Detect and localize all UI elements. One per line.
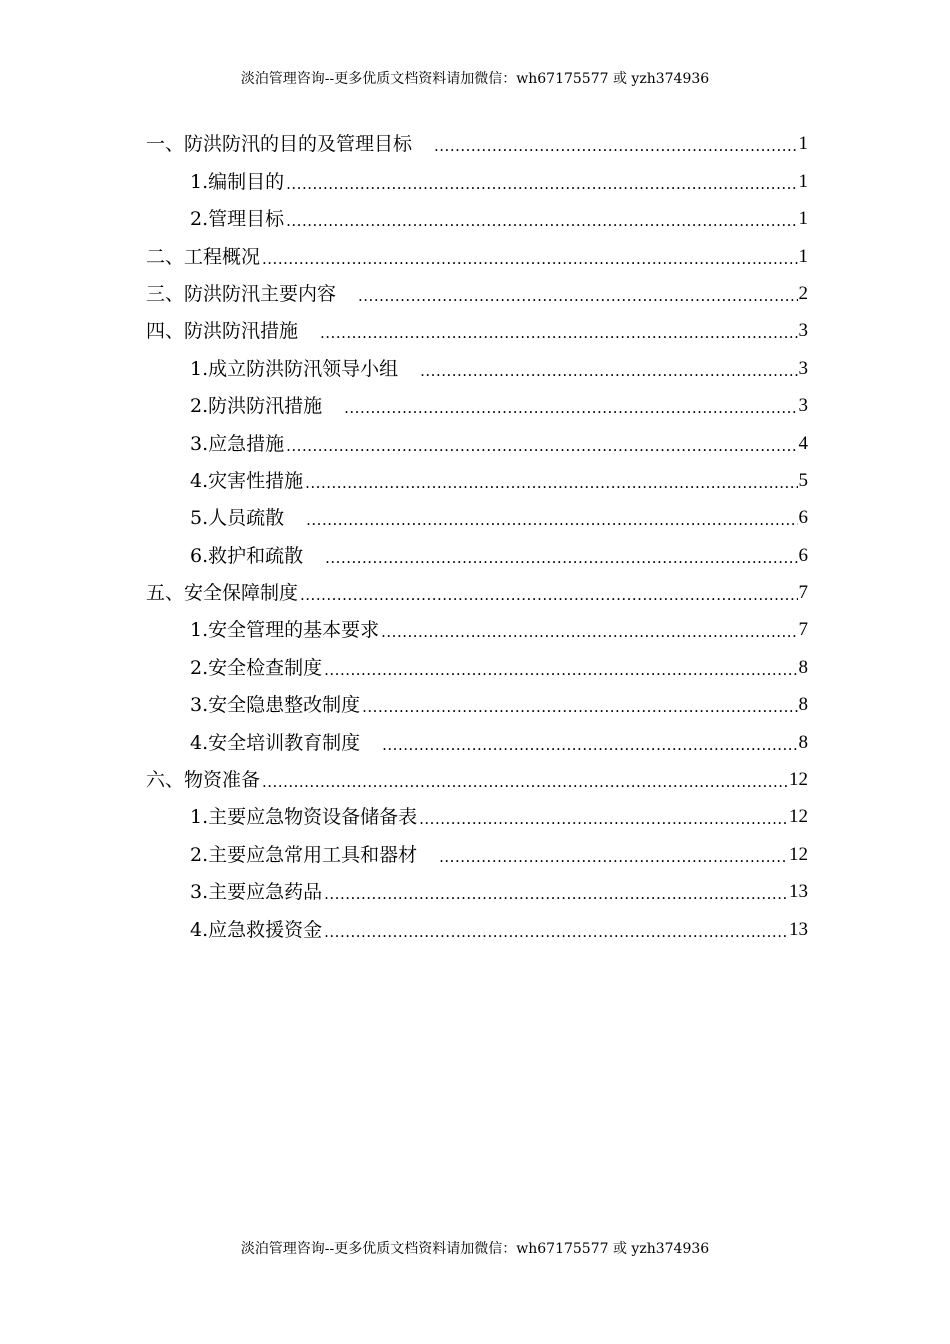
toc-entry-title: 2.管理目标 [190, 208, 285, 231]
toc-leader-dots [439, 848, 788, 866]
toc-entry-page: 7 [798, 619, 808, 641]
toc-entry[interactable] [146, 754, 808, 791]
toc-leader-dots [381, 623, 797, 641]
toc-entry[interactable] [146, 118, 808, 155]
toc-entry-title: 四、防洪防汛措施 [146, 320, 299, 343]
toc-entry-title: 3.主要应急药品 [190, 881, 323, 904]
toc-entry[interactable] [146, 380, 808, 417]
toc-entry-page: 3 [798, 320, 808, 342]
toc-leader-dots [306, 511, 797, 529]
toc-entry-title: 2.主要应急常用工具和器材 [190, 843, 418, 866]
toc-entry[interactable] [146, 155, 808, 192]
toc-leader-dots [324, 885, 788, 903]
toc-leader-dots [305, 474, 797, 492]
toc-entry-page: 3 [798, 357, 808, 379]
toc-entry-page: 3 [798, 395, 808, 417]
toc-entry-page: 2 [798, 282, 808, 304]
toc-entry-page: 1 [798, 170, 808, 192]
toc-leader-dots [420, 362, 797, 380]
toc-entry-page: 5 [798, 469, 808, 491]
toc-entry-page: 1 [798, 245, 808, 267]
toc-entry-title: 三、防洪防汛主要内容 [146, 282, 337, 305]
toc-entry-title: 六、物资准备 [146, 769, 261, 792]
toc-entry-title: 2.安全检查制度 [190, 656, 323, 679]
toc-entry-page: 4 [798, 432, 808, 454]
toc-leader-dots [320, 324, 797, 342]
toc-entry-page: 6 [798, 544, 808, 566]
toc-entry-title: 4.安全培训教育制度 [190, 731, 361, 754]
toc-entry-title: 2.防洪防汛措施 [190, 395, 323, 418]
toc-entry-title: 3.安全隐患整改制度 [190, 694, 361, 717]
toc-entry-title: 1.安全管理的基本要求 [190, 619, 380, 642]
toc-entry-page: 1 [798, 133, 808, 155]
toc-entry-page: 1 [798, 208, 808, 230]
toc-entry[interactable] [146, 268, 808, 305]
toc-entry[interactable] [146, 230, 808, 267]
toc-entry[interactable] [146, 716, 808, 753]
toc-entry-title: 1.成立防洪防汛领导小组 [190, 357, 399, 380]
toc-entry-page: 12 [789, 769, 808, 791]
page-footer: 淡泊管理咨询--更多优质文档资料请加微信：wh67175577 或 yzh374936 [240, 1241, 710, 1257]
toc-leader-dots [324, 923, 788, 941]
toc-entry[interactable] [146, 679, 808, 716]
toc-entry[interactable] [146, 903, 808, 940]
toc-leader-dots [262, 773, 788, 791]
toc-leader-dots [286, 437, 797, 455]
toc-entry[interactable] [146, 193, 808, 230]
toc-entry-page: 12 [789, 806, 808, 828]
toc-leader-dots [358, 287, 797, 305]
toc-entry-title: 5.人员疏散 [190, 507, 285, 530]
toc-entry-page: 13 [789, 881, 808, 903]
toc-entry[interactable] [146, 492, 808, 529]
toc-entry-page: 7 [798, 582, 808, 604]
toc-entry[interactable] [146, 604, 808, 641]
toc-leader-dots [286, 212, 797, 230]
toc-entry-title: 4.应急救援资金 [190, 918, 323, 941]
toc-entry-title: 1.编制目的 [190, 170, 285, 193]
toc-leader-dots [286, 175, 797, 193]
toc-leader-dots [434, 137, 797, 155]
toc-entry-title: 一、防洪防汛的目的及管理目标 [146, 133, 413, 156]
toc-entry-page: 8 [798, 694, 808, 716]
table-of-contents [146, 118, 808, 941]
toc-entry[interactable] [146, 641, 808, 678]
toc-leader-dots [344, 399, 797, 417]
toc-entry[interactable] [146, 417, 808, 454]
toc-entry[interactable] [146, 342, 808, 379]
toc-leader-dots [419, 810, 788, 828]
toc-entry[interactable] [146, 791, 808, 828]
page-header: 淡泊管理咨询--更多优质文档资料请加微信：wh67175577 或 yzh374936 [240, 71, 710, 87]
toc-entry[interactable] [146, 455, 808, 492]
toc-entry[interactable] [146, 866, 808, 903]
toc-leader-dots [300, 586, 797, 604]
toc-leader-dots [262, 250, 797, 268]
toc-entry-title: 4.灾害性措施 [190, 469, 304, 492]
toc-entry-title: 二、工程概况 [146, 245, 261, 268]
toc-leader-dots [324, 661, 797, 679]
toc-leader-dots [362, 698, 797, 716]
toc-entry-page: 8 [798, 656, 808, 678]
toc-entry-page: 13 [789, 918, 808, 940]
toc-entry[interactable] [146, 567, 808, 604]
toc-entry[interactable] [146, 305, 808, 342]
toc-leader-dots [325, 549, 797, 567]
toc-entry-page: 6 [798, 507, 808, 529]
toc-entry-page: 8 [798, 731, 808, 753]
toc-entry-title: 五、安全保障制度 [146, 582, 299, 605]
toc-entry-title: 6.救护和疏散 [190, 544, 304, 567]
toc-entry-page: 12 [789, 843, 808, 865]
toc-entry-title: 1.主要应急物资设备储备表 [190, 806, 418, 829]
toc-entry[interactable] [146, 828, 808, 865]
toc-entry[interactable] [146, 529, 808, 566]
toc-entry-title: 3.应急措施 [190, 432, 285, 455]
toc-leader-dots [382, 736, 797, 754]
